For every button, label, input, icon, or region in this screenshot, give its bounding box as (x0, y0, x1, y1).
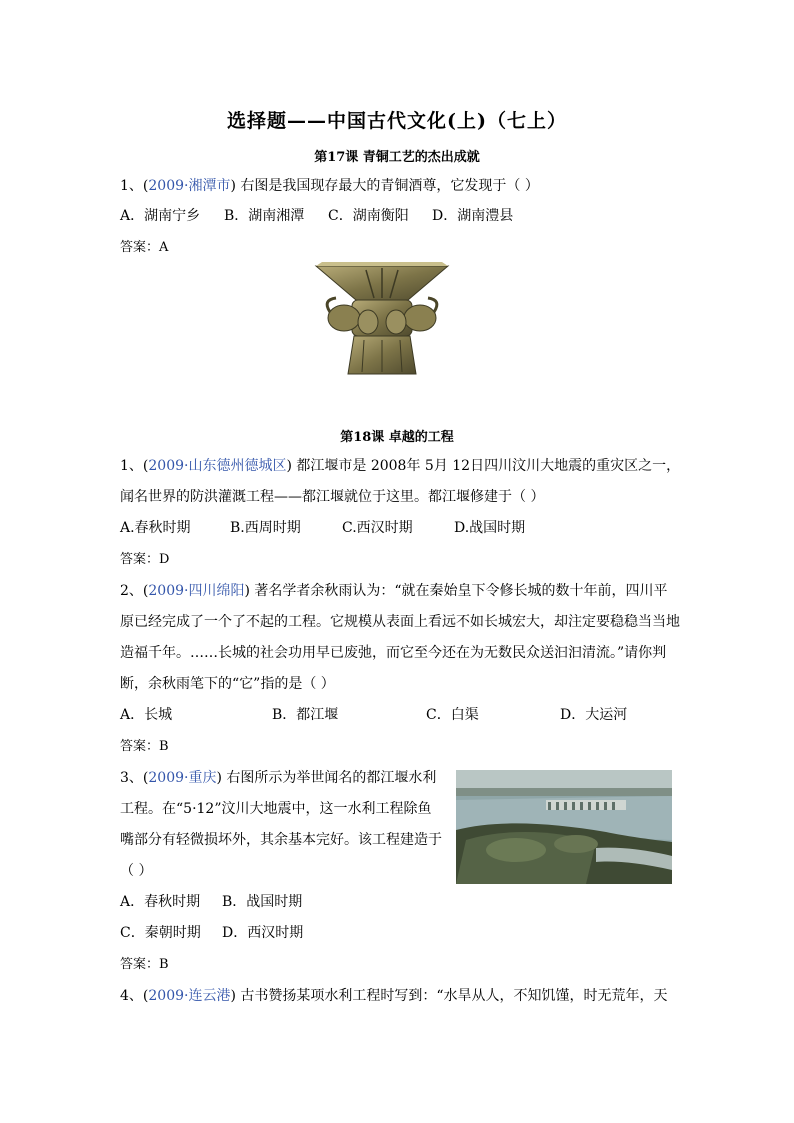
l18-q3-line1: 3、(2009·重庆) 右图所示为举世闻名的都江堰水利 (120, 770, 437, 786)
l18-q3-option-b: B．战国时期 (222, 894, 303, 910)
lesson-17-heading: 第17课 青铜工艺的杰出成就 (314, 150, 480, 165)
l18-q2-option-b: B．都江堰 (272, 707, 339, 723)
l18-q2-option-d: D．大运河 (560, 707, 628, 723)
l17-q1-option-a: A．湖南宁乡 (120, 208, 201, 224)
l18-q3-option-a: A．春秋时期 (120, 894, 201, 910)
l18-q2-line4: 断，余秋雨笔下的“它”指的是（ ） (120, 676, 335, 692)
l17-q1-answer: 答案：A (120, 240, 169, 255)
l18-q2-line1: 2、(2009·四川绵阳) 著名学者余秋雨认为：“就在秦始皇下令修长城的数十年前，四川平 (120, 583, 668, 599)
page-title: 选择题——中国古代文化(上)（七上） (227, 110, 567, 132)
l18-q2-option-a: A．长城 (120, 707, 173, 723)
l18-q3-answer: 答案：B (120, 957, 169, 972)
lesson-18-heading: 第18课 卓越的工程 (340, 430, 454, 445)
l17-q1-option-d: D．湖南澧县 (432, 208, 514, 224)
source-tag: 2009·四川绵阳 (148, 583, 245, 599)
l18-q2-option-c: C．白渠 (426, 707, 479, 723)
l17-q1-option-b: B．湖南湘潭 (224, 208, 305, 224)
l18-q1-line2: 闻名世界的防洪灌溉工程——都江堰就位于这里。都江堰修建于（ ） (120, 489, 545, 505)
l18-q1-line1: 1、(2009·山东德州德城区) 都江堰市是 2008年 5月 12日四川汶川大地震的重灾区之一， (120, 458, 681, 474)
l18-q2-line3: 造福千年。……长城的社会功用早已废弛，而它至今还在为无数民众送汩汩清流。”请你判 (120, 645, 667, 661)
l18-q1-option-d: D.战国时期 (454, 520, 526, 536)
l17-q1-option-c: C．湖南衡阳 (328, 208, 409, 224)
l17-q1-stem: 1、(2009·湘潭市) 右图是我国现存最大的青铜酒尊，它发现于（ ） (120, 178, 539, 194)
source-tag: 2009·连云港 (148, 988, 231, 1004)
l18-q3-line4: （ ） (120, 863, 153, 879)
l18-q3-line3: 嘴部分有轻微损坏外，其余基本完好。该工程建造于 (120, 832, 442, 848)
l18-q2-answer: 答案：B (120, 739, 169, 754)
l18-q1-option-c: C.西汉时期 (342, 520, 413, 536)
dujiangyan-photo (456, 770, 672, 884)
source-tag: 2009·山东德州德城区 (148, 458, 287, 474)
l18-q3-option-d: D．西汉时期 (222, 925, 304, 941)
l18-q3-line2: 工程。在“5·12”汶川大地震中，这一水利工程除鱼 (120, 801, 432, 817)
l18-q1-answer: 答案：D (120, 552, 170, 567)
l18-q1-option-b: B.西周时期 (230, 520, 301, 536)
l18-q3-option-c: C．秦朝时期 (120, 925, 201, 941)
l18-q4-line1: 4、(2009·连云港) 古书赞扬某项水利工程时写到：“水旱从人，不知饥馑，时无荒年，天 (120, 988, 668, 1004)
source-tag: 2009·湘潭市 (148, 178, 231, 194)
l18-q2-line2: 原已经完成了一个了不起的工程。它规模从表面上看远不如长城宏大，却注定要稳稳当当地 (120, 614, 680, 630)
source-tag: 2009·重庆 (148, 770, 217, 786)
bronze-zun-image (312, 256, 452, 378)
l18-q1-option-a: A.春秋时期 (120, 520, 191, 536)
